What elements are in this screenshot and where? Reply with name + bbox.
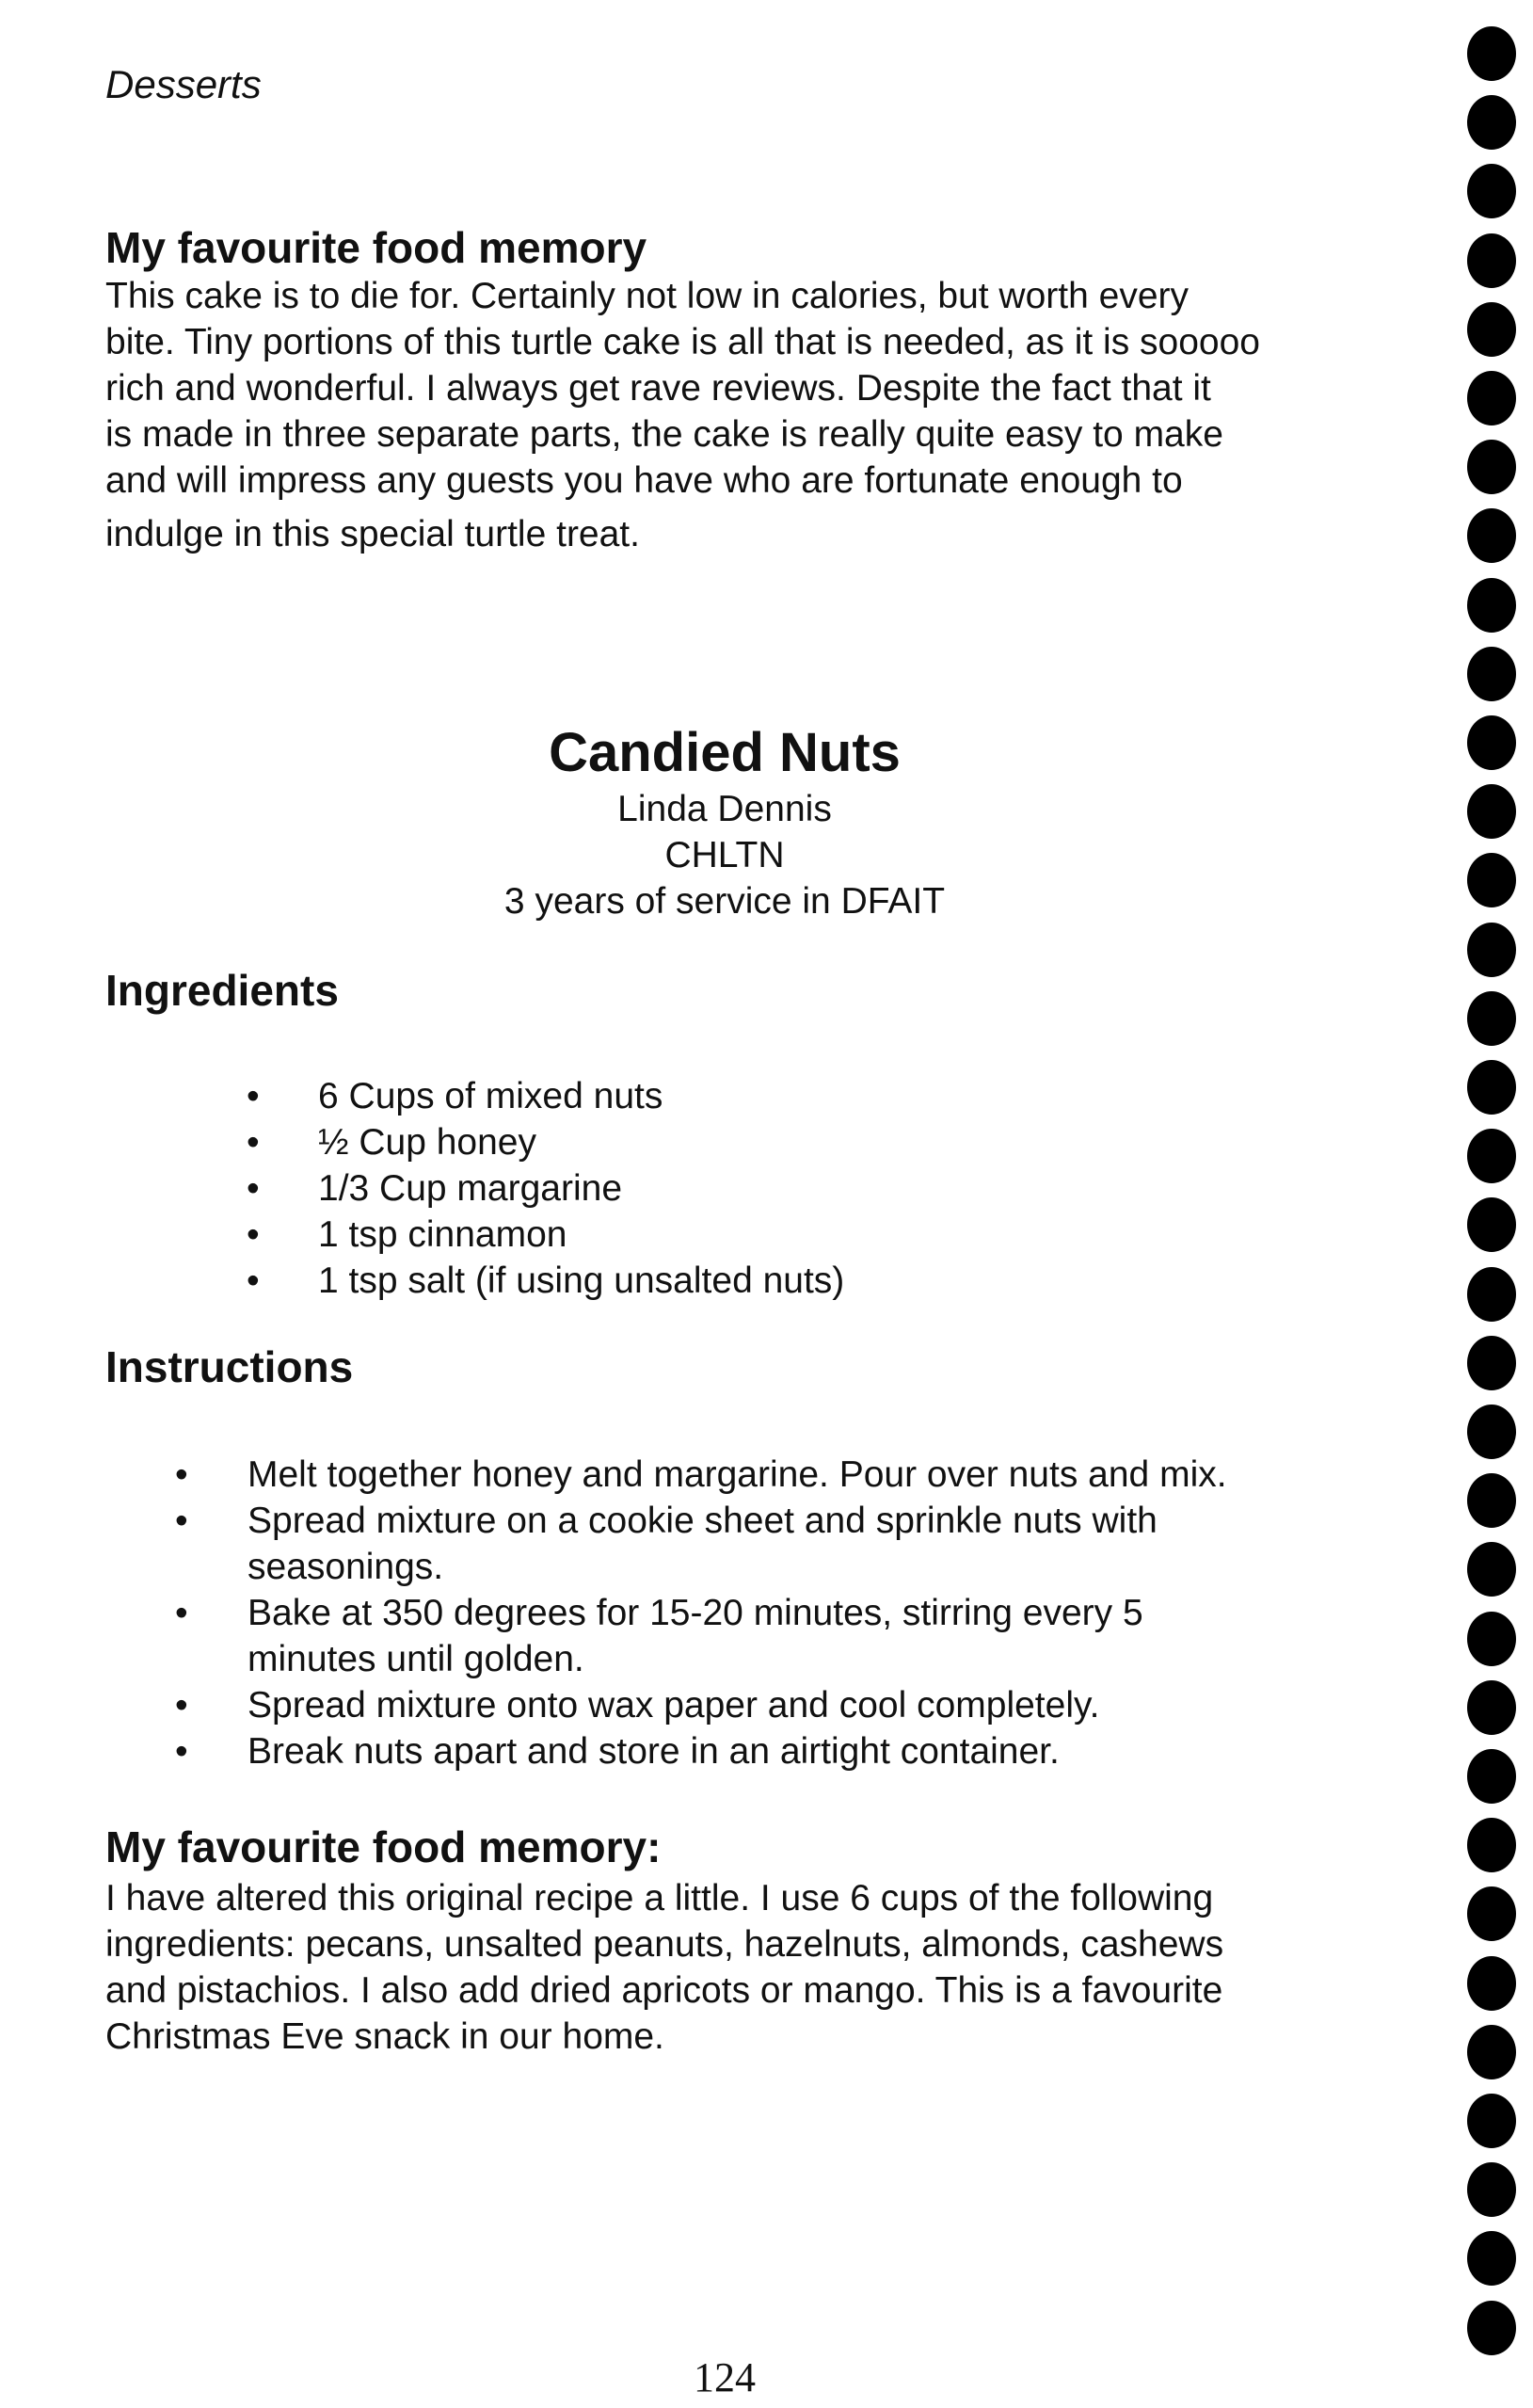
memory-line: ingredients: pecans, unsalted peanuts, hazelnuts, almonds, cashews bbox=[105, 1924, 1224, 1965]
binding-hole bbox=[1467, 1749, 1516, 1804]
binding-hole bbox=[1467, 1405, 1516, 1459]
binding-hole bbox=[1467, 1336, 1516, 1390]
recipe-author: Linda Dennis bbox=[617, 789, 832, 829]
binding-hole bbox=[1467, 853, 1516, 907]
binding-hole bbox=[1467, 923, 1516, 977]
binding-hole bbox=[1467, 1956, 1516, 2011]
binding-hole bbox=[1467, 1060, 1516, 1115]
ingredient-item bbox=[247, 1073, 1094, 1119]
memory-heading: My favourite food memory: bbox=[105, 1822, 662, 1871]
section-tag: Desserts bbox=[105, 62, 262, 106]
bullet: • bbox=[175, 1685, 188, 1726]
binding-hole bbox=[1467, 2231, 1516, 2286]
ingredient-text: 6 Cups of mixed nuts bbox=[318, 1076, 663, 1116]
binding-hole bbox=[1467, 2025, 1516, 2079]
binding-hole bbox=[1467, 1680, 1516, 1735]
instruction-line: minutes until golden. bbox=[248, 1639, 584, 1679]
binding-hole bbox=[1467, 578, 1516, 633]
instruction-line: Spread mixture onto wax paper and cool completely. bbox=[248, 1685, 1100, 1726]
binding-hole bbox=[1467, 371, 1516, 425]
bullet: • bbox=[247, 1122, 260, 1163]
binding-hole bbox=[1467, 95, 1516, 150]
memory-line: I have altered this original recipe a little. I use 6 cups of the following bbox=[105, 1878, 1214, 1918]
binding-hole bbox=[1467, 1612, 1516, 1666]
binding-hole bbox=[1467, 2301, 1516, 2355]
instruction-step bbox=[175, 1452, 1333, 1498]
previous-memory-text bbox=[105, 273, 1385, 557]
instruction-step bbox=[175, 1498, 1333, 1590]
previous-memory-line: This cake is to die for. Certainly not low in calories, but worth every bbox=[105, 276, 1189, 316]
binding-hole bbox=[1467, 1542, 1516, 1597]
spiral-binding bbox=[1463, 0, 1520, 2408]
recipe-service: 3 years of service in DFAIT bbox=[503, 881, 946, 922]
instructions-heading: Instructions bbox=[105, 1342, 354, 1391]
ingredients-heading: Ingredients bbox=[105, 966, 339, 1015]
bullet: • bbox=[247, 1260, 260, 1301]
ingredient-text: 1 tsp salt (if using unsalted nuts) bbox=[318, 1260, 845, 1301]
binding-hole bbox=[1467, 302, 1516, 357]
binding-hole bbox=[1467, 2094, 1516, 2148]
ingredient-item bbox=[247, 1165, 1094, 1212]
previous-memory-line: is made in three separate parts, the cake is really quite easy to make bbox=[105, 414, 1223, 455]
binding-hole bbox=[1467, 784, 1516, 839]
bullet: • bbox=[247, 1168, 260, 1209]
ingredient-text: 1 tsp cinnamon bbox=[318, 1214, 567, 1255]
ingredient-item bbox=[247, 1258, 1094, 1304]
binding-hole bbox=[1467, 440, 1516, 494]
binding-hole bbox=[1467, 1818, 1516, 1872]
binding-hole bbox=[1467, 715, 1516, 770]
bullet: • bbox=[247, 1214, 260, 1255]
binding-hole bbox=[1467, 508, 1516, 563]
previous-memory-heading: My favourite food memory bbox=[105, 223, 647, 272]
memory-text bbox=[105, 1875, 1385, 2060]
instruction-line: Spread mixture on a cookie sheet and sprinkle nuts with bbox=[248, 1501, 1158, 1541]
binding-hole bbox=[1467, 647, 1516, 701]
instruction-step bbox=[175, 1682, 1333, 1728]
ingredient-text: 1/3 Cup margarine bbox=[318, 1168, 623, 1209]
binding-hole bbox=[1467, 1197, 1516, 1252]
binding-hole bbox=[1467, 164, 1516, 218]
binding-hole bbox=[1467, 991, 1516, 1046]
bullet: • bbox=[175, 1593, 188, 1633]
previous-memory-line: indulge in this special turtle treat. bbox=[105, 514, 640, 554]
binding-hole bbox=[1467, 1886, 1516, 1941]
memory-line: Christmas Eve snack in our home. bbox=[105, 2016, 664, 2057]
binding-hole bbox=[1467, 26, 1516, 81]
recipe-header bbox=[0, 720, 1449, 924]
binding-hole bbox=[1467, 1267, 1516, 1322]
previous-memory-line: and will impress any guests you have who are fortunate enough to bbox=[105, 460, 1183, 501]
instruction-line: Break nuts apart and store in an airtight container. bbox=[248, 1731, 1060, 1772]
instruction-line: seasonings. bbox=[248, 1547, 444, 1587]
ingredient-item bbox=[247, 1119, 1094, 1165]
instruction-step bbox=[175, 1590, 1333, 1682]
previous-memory-line: bite. Tiny portions of this turtle cake is all that is needed, as it is sooooo bbox=[105, 322, 1260, 362]
bullet: • bbox=[247, 1076, 260, 1116]
bullet: • bbox=[175, 1731, 188, 1772]
binding-hole bbox=[1467, 233, 1516, 288]
binding-hole bbox=[1467, 2162, 1516, 2217]
instruction-line: Bake at 350 degrees for 15-20 minutes, stirring every 5 bbox=[248, 1593, 1143, 1633]
previous-memory-line: rich and wonderful. I always get rave reviews. Despite the fact that it bbox=[105, 368, 1211, 409]
recipe-title: Candied Nuts bbox=[549, 722, 901, 783]
ingredients-list bbox=[247, 1073, 1094, 1304]
page-number: 124 bbox=[694, 2354, 756, 2400]
recipe-division: CHLTN bbox=[664, 835, 785, 875]
bullet: • bbox=[175, 1501, 188, 1541]
instruction-step bbox=[175, 1728, 1333, 1774]
ingredient-text: ½ Cup honey bbox=[318, 1122, 537, 1163]
binding-hole bbox=[1467, 1129, 1516, 1183]
bullet: • bbox=[175, 1454, 188, 1495]
ingredient-item bbox=[247, 1212, 1094, 1258]
memory-line: and pistachios. I also add dried apricots or mango. This is a favourite bbox=[105, 1970, 1223, 2011]
instructions-list bbox=[175, 1452, 1333, 1774]
instruction-line: Melt together honey and margarine. Pour over nuts and mix. bbox=[248, 1454, 1227, 1495]
binding-hole bbox=[1467, 1473, 1516, 1528]
